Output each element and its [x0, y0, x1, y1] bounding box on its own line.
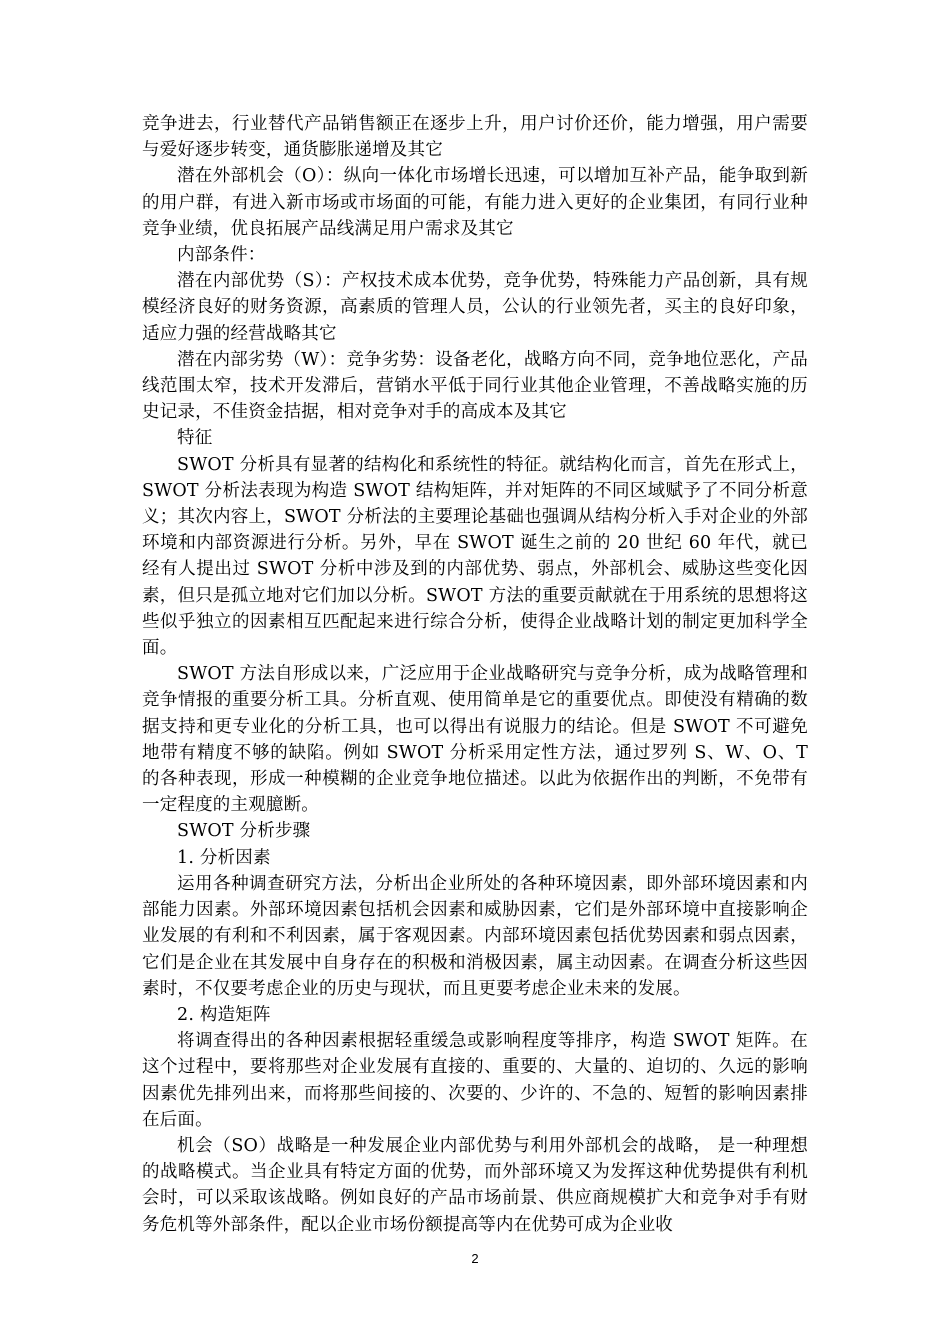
paragraph-external-opportunities: 潜在外部机会（O）：纵向一体化市场增长迅速，可以增加互补产品，能争取到新的用户群，有进入新市场或市场面的可能，有能力进入更好的企业集团，有同行业种竞争业绩，优良拓展产品线满足用户需求及其它: [142, 166, 808, 239]
heading-swot-steps: SWOT 分析步骤: [177, 821, 311, 842]
paragraph-features-structure: SWOT 分析具有显著的结构化和系统性的特征。就结构化而言，首先在形式上，SWOT 分析法表现为构造 SWOT 结构矩阵，并对矩阵的不同区域赋予了不同分析意义；其次内容上，SWOT 分析法的主要理论基础也强调从结构分析入手对企业的外部环境和内部资源进行分析。另外，早在 SWOT 诞生之前的 20 世纪 60 年代，就已经有人提出过 SWOT 分析中涉及到的内部优势、弱点，外部机会、威胁这些变化因素，但只是孤立地对它们加以分析。SWOT 方法的重要贡献就在于用系统的思想将这些似乎独立的因素相互匹配起来进行综合分析，使得企业战略计划的制定更加科学全面。: [142, 454, 808, 659]
heading-step1-analyze-factors: 1. 分析因素: [177, 847, 271, 868]
paragraph-features-application: SWOT 方法自形成以来，广泛应用于企业战略研究与竞争分析，成为战略管理和竞争情报的重要分析工具。分析直观、使用简单是它的重要优点。即使没有精确的数据支持和更专业化的分析工具，也可以得出有说服力的结论。但是 SWOT 不可避免地带有精度不够的缺陷。例如 SWOT 分析采用定性方法，通过罗列 S、W、O、T 的各种表现，形成一种模糊的企业竞争地位描述。以此为依据作出的判断，不免带有一定程度的主观臆断。: [142, 664, 808, 816]
paragraph-continuation-threats: 竞争进去，行业替代产品销售额正在逐步上升，用户讨价还价，能力增强，用户需要与爱好逐步转变，通货膨胀递增及其它: [142, 114, 808, 161]
document-body: [142, 111, 808, 1238]
paragraph-internal-strengths: 潜在内部优势（S）：产权技术成本优势，竞争优势，特殊能力产品创新，具有规模经济良好的财务资源，高素质的管理人员，公认的行业领先者，买主的良好印象，适应力强的经营战略其它: [142, 271, 808, 344]
heading-step2-build-matrix: 2. 构造矩阵: [177, 1004, 271, 1025]
paragraph-so-strategy: 机会（SO）战略是一种发展企业内部优势与利用外部机会的战略， 是一种理想的战略模式。当企业具有特定方面的优势，而外部环境又为发挥这种优势提供有利机会时，可以采取该战略。例如良好的产品市场前景、供应商规模扩大和竞争对手有财务危机等外部条件，配以企业市场份额提高等内在优势可成为企业收: [142, 1135, 808, 1235]
paragraph-step1-body: 运用各种调查研究方法，分析出企业所处的各种环境因素，即外部环境因素和内部能力因素。外部环境因素包括机会因素和威胁因素，它们是外部环境中直接影响企业发展的有利和不利因素，属于客观因素。内部环境因素包括优势因素和弱点因素，它们是企业在其发展中自身存在的积极和消极因素，属主动因素。在调查分析这些因素时，不仅要考虑企业的历史与现状，而且更要考虑企业未来的发展。: [142, 873, 808, 999]
paragraph-step2-body: 将调查得出的各种因素根据轻重缓急或影响程度等排序，构造 SWOT 矩阵。在这个过程中，要将那些对企业发展有直接的、重要的、大量的、迫切的、久远的影响因素优先排列出来，而将那些间接的、次要的、少许的、不急的、短暂的影响因素排在后面。: [142, 1031, 808, 1130]
heading-features: 特征: [177, 428, 213, 449]
paragraph-internal-weaknesses: 潜在内部劣势（W）：竞争劣势：设备老化，战略方向不同，竞争地位恶化，产品线范围太窄，技术开发滞后，营销水平低于同行业其他企业管理，不善战略实施的历史记录，不佳资金拮据，相对竞争对手的高成本及其它: [142, 349, 808, 423]
heading-internal-conditions: 内部条件：: [177, 245, 266, 266]
page-number: 2: [471, 1251, 479, 1266]
